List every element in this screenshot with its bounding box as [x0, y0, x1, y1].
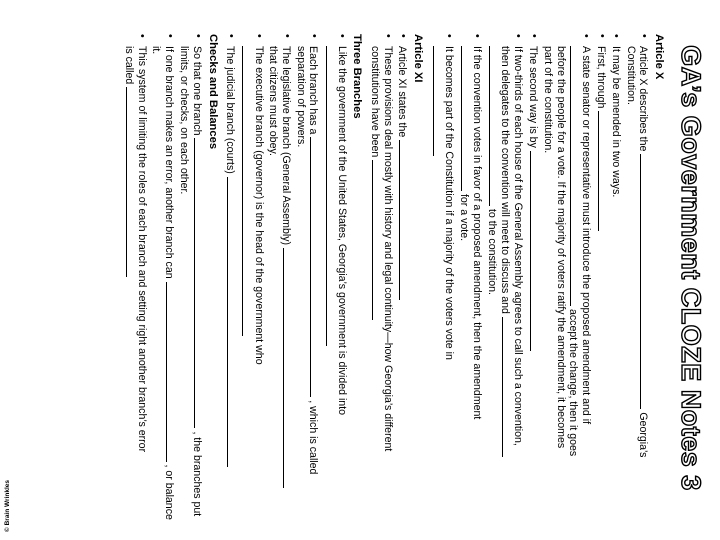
item-text: Georgia’s: [637, 412, 649, 458]
bullet-icon: •: [512, 34, 525, 38]
item-text: is called: [122, 46, 135, 85]
bullet-icon: •: [382, 34, 395, 38]
item-text: These provisions deal mostly with history and legal continuity—how Georgia’s different: [382, 46, 395, 452]
page-title: GA’s Government CLOZE Notes 3: [676, 45, 706, 491]
answer-blank[interactable]: [570, 46, 580, 306]
answer-blank[interactable]: [489, 46, 499, 206]
list-item: [430, 34, 456, 524]
item-text: Constitution.: [624, 46, 637, 105]
bullet-icon: •: [225, 34, 238, 38]
copyright-notice: © Brain Wrinkles: [4, 480, 11, 532]
list-item: [122, 34, 148, 524]
rotated-worksheet: [4, 4, 716, 532]
bullet-icon: •: [136, 34, 148, 38]
item-text: constitutions have been: [368, 46, 381, 158]
item-text: Like the government of the United States, Georgia’s government is divided into: [336, 46, 349, 416]
item-text: for a vote.: [457, 193, 470, 242]
bullet-icon: •: [280, 34, 293, 38]
list-item: [267, 34, 293, 524]
answer-blank[interactable]: [530, 151, 540, 351]
item-text: The judicial branch (courts): [224, 46, 237, 174]
answer-blank[interactable]: [242, 46, 252, 336]
bullet-icon: •: [252, 34, 265, 38]
list-item: [224, 34, 237, 524]
bullet-icon: •: [443, 34, 456, 38]
answer-blank[interactable]: [310, 137, 320, 397]
list-item: [624, 34, 650, 524]
bullet-icon: •: [638, 34, 650, 38]
section-article-xi: [368, 34, 424, 524]
answer-blank[interactable]: [166, 282, 176, 462]
item-text: then delegates to the convention will meet to discuss and: [498, 46, 511, 314]
item-text: to the constitution.: [485, 208, 498, 295]
item-text: It becomes part of the Constitution if a majority of the voters vote in: [443, 46, 456, 360]
bullet-icon: •: [191, 34, 204, 38]
item-text: Each branch has a: [307, 46, 320, 135]
section-article-x: [430, 34, 666, 524]
item-text: separation of powers.: [295, 46, 308, 148]
item-text: If two-thirds of each house of the General Assembly agrees to call such a convention,: [512, 46, 525, 446]
bullet-icon: •: [336, 34, 349, 38]
item-text: before the people for a vote. If the majority of voters ratify the amendment, it becomes: [554, 46, 567, 449]
item-text: It may be amended in two ways.: [610, 46, 623, 198]
bullet-icon: •: [595, 34, 608, 38]
item-text: limits, or checks, on each other.: [178, 46, 191, 195]
answer-blank[interactable]: [283, 248, 293, 488]
section-three-branches: [224, 34, 364, 524]
section-heading: Article X: [653, 34, 665, 80]
answer-blank[interactable]: [598, 111, 608, 231]
item-text: The legislative branch (General Assembly): [279, 46, 292, 246]
item-text: that citizens must obey.: [267, 46, 280, 156]
item-text: part of the constitution.: [542, 46, 555, 154]
list-item: [485, 34, 524, 524]
answer-blank[interactable]: [502, 317, 512, 457]
bullet-icon: •: [610, 34, 623, 38]
section-heading: Checks and Balances: [206, 34, 219, 150]
list-item: [295, 34, 321, 524]
answer-blank[interactable]: [194, 138, 204, 428]
item-text: , or balance it.: [150, 46, 175, 520]
item-text: Article XI states the: [396, 46, 409, 138]
answer-blank[interactable]: [227, 177, 237, 467]
section-heading: Article XI: [412, 34, 425, 83]
list-item: [457, 34, 483, 524]
answer-blank[interactable]: [640, 154, 650, 409]
answer-blank[interactable]: [126, 87, 136, 277]
answer-blank[interactable]: [326, 46, 336, 346]
item-text: If one branch makes an error, another branch can: [162, 46, 175, 279]
worksheet-body: [122, 34, 670, 524]
section-heading: Three Branches: [351, 34, 364, 119]
item-text: The executive branch (governor) is the head of the government who: [252, 46, 265, 365]
answer-blank[interactable]: [372, 160, 382, 320]
list-item: [239, 34, 265, 524]
bullet-icon: •: [580, 34, 593, 38]
item-text: , the branches put: [190, 431, 203, 517]
bullet-icon: •: [527, 34, 540, 38]
list-item: [368, 34, 394, 524]
list-item: [610, 34, 622, 524]
item-text: Article X describes the: [637, 46, 649, 152]
item-text: The second way is by: [526, 46, 539, 148]
list-item: [322, 34, 348, 524]
bullet-icon: •: [471, 34, 484, 38]
list-item: [396, 34, 409, 524]
item-text: This system of limiting the roles of each branch and setting right another branch’s error: [136, 46, 148, 453]
list-item: [594, 34, 607, 524]
answer-blank[interactable]: [400, 140, 410, 300]
item-text: First, through: [594, 46, 607, 109]
list-item: [526, 34, 539, 524]
bullet-icon: •: [397, 34, 410, 38]
list-item: [542, 34, 593, 524]
list-item: [150, 34, 176, 524]
item-text: If the convention votes in favor of a proposed amendment, then the amendment: [471, 46, 484, 420]
bullet-icon: •: [163, 34, 176, 38]
answer-blank[interactable]: [461, 46, 471, 191]
item-text: A state senator or representative must introduce the proposed amendment and if: [580, 46, 593, 425]
list-item: [178, 34, 204, 524]
section-checks-balances: [122, 34, 218, 524]
bullet-icon: •: [308, 34, 321, 38]
item-text: , which is called: [307, 400, 320, 475]
answer-blank[interactable]: [433, 46, 443, 156]
item-text: accept the change, then it goes: [566, 308, 579, 457]
item-text: So that one branch: [190, 46, 203, 136]
